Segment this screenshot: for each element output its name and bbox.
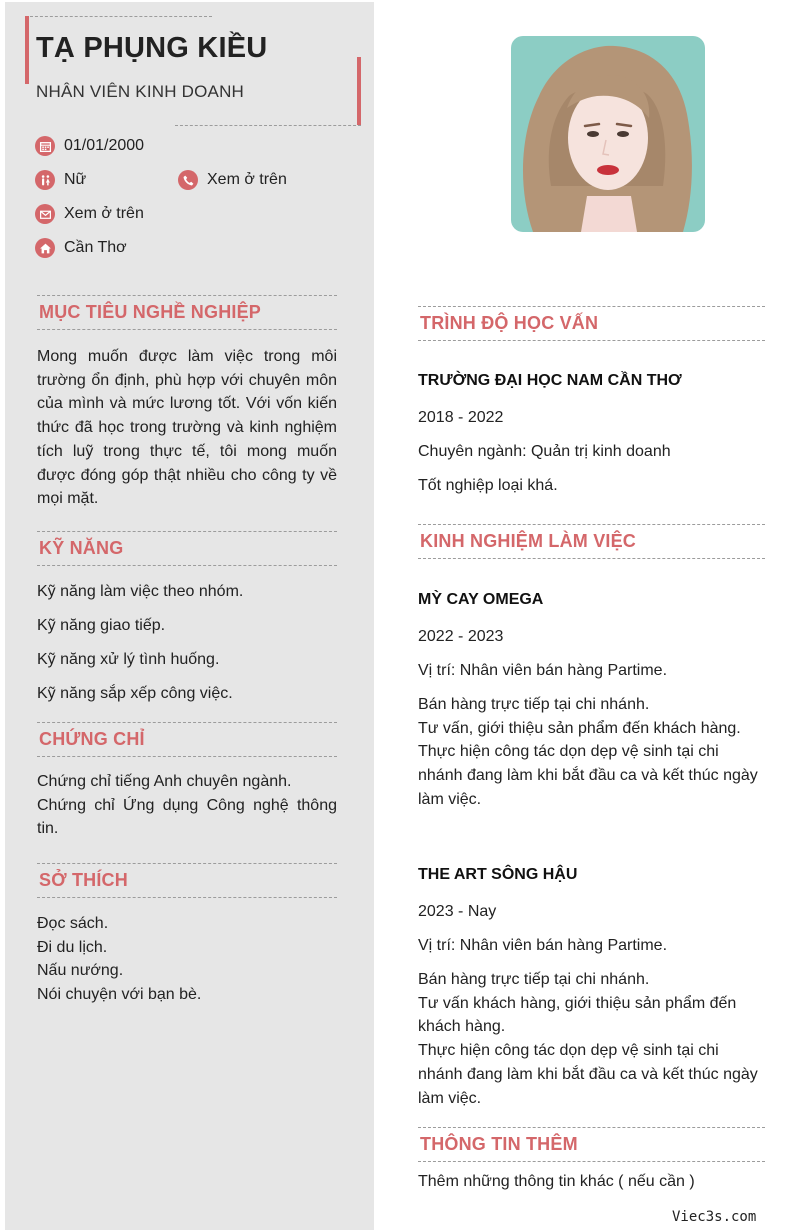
skill-item: Kỹ năng giao tiếp. — [37, 617, 166, 634]
certificates-heading — [37, 722, 337, 757]
job-period: 2022 - 2023 — [418, 628, 504, 645]
home-icon — [35, 238, 55, 258]
extra-text: Thêm những thông tin khác ( nếu cần ) — [418, 1173, 695, 1190]
education-result: Tốt nghiệp loại khá. — [418, 477, 558, 494]
birthday-value: 01/01/2000 — [64, 137, 145, 154]
objective-title: MỤC TIÊU NGHỀ NGHIỆP — [39, 302, 262, 322]
job-period: 2023 - Nay — [418, 903, 497, 920]
header-accent-left — [25, 16, 29, 84]
job-duty: Tư vấn khách hàng, giới thiệu sản phẩm đến khách hàng. — [418, 994, 737, 1036]
skills-heading — [37, 531, 337, 566]
header-accent-right — [357, 57, 361, 125]
job-duty: Thực hiện công tác dọn dẹp vệ sinh tại chi nhánh đang làm khi bắt đầu ca và kết thúc ngày làm việc. — [418, 1042, 758, 1107]
skill-item: Kỹ năng sắp xếp công việc. — [37, 685, 233, 702]
education-school: TRƯỜNG ĐẠI HỌC NAM CẦN THƠ — [418, 372, 682, 389]
extra-title: THÔNG TIN THÊM — [420, 1134, 578, 1154]
job-role: Vị trí: Nhân viên bán hàng Partime. — [418, 937, 668, 954]
hobby-item: Đọc sách. — [37, 915, 109, 932]
phone-icon — [178, 170, 198, 190]
job-role: Vị trí: Nhân viên bán hàng Partime. — [418, 662, 668, 679]
job-company: MỲ CAY OMEGA — [418, 591, 544, 608]
contact-email — [35, 204, 144, 224]
experience-title: KINH NGHIỆM LÀM VIỆC — [420, 531, 637, 551]
certificate-list — [37, 770, 337, 841]
phone-value: Xem ở trên — [207, 171, 287, 188]
header-divider-bottom — [175, 125, 361, 126]
hobby-list — [37, 912, 337, 1007]
certificate-item: Chứng chỉ tiếng Anh chuyên ngành. — [37, 773, 292, 790]
contact-birthday — [35, 136, 144, 156]
education-period: 2018 - 2022 — [418, 409, 504, 426]
calendar-icon — [35, 136, 55, 156]
certificates-title: CHỨNG CHỈ — [39, 729, 145, 749]
email-value: Xem ở trên — [64, 205, 144, 222]
education-heading — [418, 306, 765, 341]
job-duty: Bán hàng trực tiếp tại chi nhánh. — [418, 971, 650, 988]
education-major: Chuyên ngành: Quản trị kinh doanh — [418, 443, 671, 460]
contact-phone — [178, 170, 287, 190]
header-divider-top — [25, 16, 212, 17]
education-title: TRÌNH ĐỘ HỌC VẤN — [420, 313, 599, 333]
extra-heading — [418, 1127, 765, 1162]
skills-title: KỸ NĂNG — [39, 538, 124, 558]
hobby-item: Đi du lịch. — [37, 938, 108, 956]
contact-address — [35, 238, 127, 258]
gender-value: Nữ — [64, 171, 87, 188]
hobby-item: Nói chuyện với bạn bè. — [37, 986, 202, 1004]
hobbies-title: SỞ THÍCH — [39, 870, 128, 890]
job-company: THE ART SÔNG HẬU — [418, 866, 578, 883]
job-duties — [418, 693, 768, 812]
profile-photo — [511, 36, 705, 232]
hobbies-heading — [37, 863, 337, 898]
job-duty: Tư vấn, giới thiệu sản phẩm đến khách hàng. — [418, 719, 741, 737]
gender-icon — [35, 170, 55, 190]
hobby-item: Nấu nướng. — [37, 962, 124, 980]
watermark: Viec3s.com — [672, 1209, 757, 1225]
job-duties — [418, 968, 768, 1110]
job-duty: Thực hiện công tác dọn dẹp vệ sinh tại chi nhánh đang làm khi bắt đầu ca và kết thúc ngày làm việc. — [418, 743, 758, 808]
candidate-name: TẠ PHỤNG KIỀU — [36, 32, 268, 64]
experience-heading — [418, 524, 765, 559]
objective-text: Mong muốn được làm việc trong môi trường ổn định, phù hợp với chuyên môn của mình và mức lương tốt. Với vốn kiến thức đã học trong trường và kinh nghiệm tích luỹ trong thực tế, tôi mong muốn được đóng góp thật nhiều cho công ty về mọi mặt. — [37, 348, 337, 508]
contact-gender — [35, 170, 86, 190]
address-value: Cần Thơ — [64, 239, 127, 256]
email-icon — [35, 204, 55, 224]
certificate-item: Chứng chỉ Ứng dụng Công nghệ thông tin. — [37, 796, 337, 838]
job-duty: Bán hàng trực tiếp tại chi nhánh. — [418, 696, 650, 713]
candidate-position: NHÂN VIÊN KINH DOANH — [36, 82, 245, 101]
skill-item: Kỹ năng làm việc theo nhóm. — [37, 583, 244, 600]
objective-heading — [37, 295, 337, 330]
skill-item: Kỹ năng xử lý tình huống. — [37, 651, 220, 668]
